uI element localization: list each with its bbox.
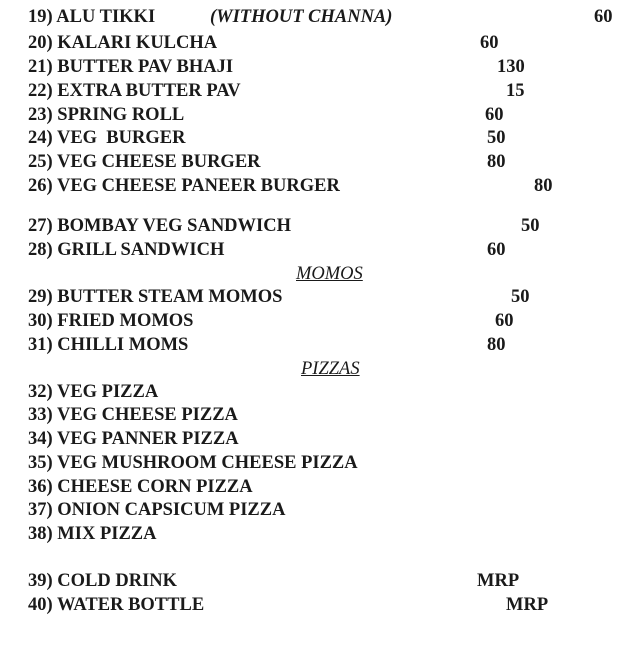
item-number: 27): [28, 216, 53, 236]
item-number: 21): [28, 57, 53, 77]
item-name: VEG BURGER: [56, 128, 186, 148]
menu-item: [28, 523, 156, 545]
item-name: VEG PIZZA: [56, 382, 159, 402]
item-name: CHEESE CORN PIZZA: [57, 477, 253, 497]
item-name: BUTTER PAV BHAJI: [57, 57, 234, 77]
item-name: FRIED MOMOS: [57, 311, 194, 331]
menu-item: [28, 570, 177, 592]
item-name: KALARI KULCHA: [57, 33, 218, 53]
item-number: 37): [28, 500, 53, 520]
item-name: CHILLI MOMS: [57, 335, 189, 355]
item-note: (WITHOUT CHANNA): [210, 7, 393, 27]
item-name: VEG CHEESE BURGER: [56, 152, 261, 172]
item-name: VEG MUSHROOM CHEESE PIZZA: [56, 453, 358, 473]
item-price: 60: [594, 7, 613, 27]
item-price: 80: [487, 152, 506, 172]
menu-item: [28, 80, 241, 102]
item-price: MRP: [477, 571, 520, 591]
menu-item: [28, 499, 285, 521]
item-number: 36): [28, 477, 53, 497]
item-price: 80: [487, 335, 506, 355]
item-price: 60: [487, 240, 506, 260]
item-number: 40): [28, 595, 53, 615]
item-price: 60: [495, 311, 514, 331]
item-price: 80: [534, 176, 553, 196]
section-heading-momos: MOMOS: [296, 264, 363, 284]
menu-item: [28, 104, 184, 126]
item-price: MRP: [506, 595, 549, 615]
item-number: 33): [28, 405, 53, 425]
menu-item: [28, 428, 239, 450]
menu-item: [28, 404, 238, 426]
menu-item: [28, 334, 188, 356]
item-name: VEG CHEESE PIZZA: [56, 405, 238, 425]
menu-item: [28, 310, 193, 332]
section-heading-pizzas: PIZZAS: [301, 359, 360, 379]
menu-item: [28, 6, 393, 28]
item-price: 15: [506, 81, 525, 101]
item-name: MIX PIZZA: [57, 524, 157, 544]
item-number: 35): [28, 453, 53, 473]
menu-item: [28, 127, 185, 149]
menu-item: [28, 215, 291, 237]
menu-item: [28, 381, 158, 403]
item-number: 26): [28, 176, 53, 196]
menu-item: [28, 476, 253, 498]
item-number: 30): [28, 311, 53, 331]
menu-item: [28, 594, 204, 616]
item-name: COLD DRINK: [57, 571, 178, 591]
item-number: 22): [28, 81, 53, 101]
item-number: 31): [28, 335, 53, 355]
item-number: 32): [28, 382, 53, 402]
item-name: ALU TIKKI: [56, 7, 156, 27]
menu-item: [28, 56, 233, 78]
item-number: 20): [28, 33, 53, 53]
item-number: 25): [28, 152, 53, 172]
item-name: ONION CAPSICUM PIZZA: [57, 500, 286, 520]
item-number: 28): [28, 240, 53, 260]
menu-item: [28, 151, 261, 173]
item-name: VEG PANNER PIZZA: [56, 429, 239, 449]
item-number: 24): [28, 128, 53, 148]
menu-item: [28, 32, 217, 54]
item-name: EXTRA BUTTER PAV: [57, 81, 241, 101]
item-price: 60: [485, 105, 504, 125]
item-name: GRILL SANDWICH: [57, 240, 225, 260]
item-number: 29): [28, 287, 53, 307]
item-price: 50: [511, 287, 530, 307]
item-price: 50: [521, 216, 540, 236]
menu-item: [28, 286, 282, 308]
menu-item: [28, 452, 358, 474]
item-name: WATER BOTTLE: [56, 595, 205, 615]
menu-item: [28, 239, 224, 261]
item-name: BUTTER STEAM MOMOS: [57, 287, 283, 307]
item-price: 60: [480, 33, 499, 53]
item-price: 50: [487, 128, 506, 148]
item-number: 19): [28, 7, 53, 27]
item-number: 23): [28, 105, 53, 125]
item-number: 34): [28, 429, 53, 449]
item-name: SPRING ROLL: [57, 105, 185, 125]
item-name: VEG CHEESE PANEER BURGER: [56, 176, 340, 196]
item-number: 39): [28, 571, 53, 591]
item-number: 38): [28, 524, 53, 544]
menu-item: [28, 175, 340, 197]
item-name: BOMBAY VEG SANDWICH: [57, 216, 291, 236]
item-price: 130: [497, 57, 525, 77]
